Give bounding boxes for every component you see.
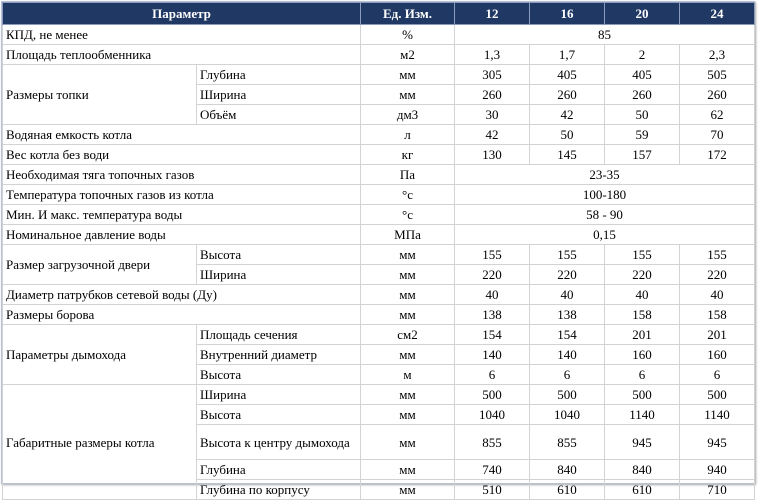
row-unit: мм: [361, 460, 455, 480]
cell-value: 855: [530, 425, 605, 460]
cell-value: 59: [605, 125, 680, 145]
row-label: Размеры борова: [3, 305, 361, 325]
table-row: [3, 325, 755, 345]
cell-value: 500: [680, 385, 755, 405]
cell-value: 6: [680, 365, 755, 385]
cell-value: 405: [605, 65, 680, 85]
row-label: Площадь теплообменника: [3, 45, 361, 65]
cell-value: 610: [530, 480, 605, 500]
row-label: Мин. И макс. температура воды: [3, 205, 361, 225]
row-unit: мм: [361, 345, 455, 365]
sub-label: Глубина: [197, 65, 361, 85]
cell-value: 940: [680, 460, 755, 480]
cell-value: 505: [680, 65, 755, 85]
cell-value: 201: [680, 325, 755, 345]
row-label: Температура топочных газов из котла: [3, 185, 361, 205]
cell-value: 1040: [455, 405, 530, 425]
row-unit: м2: [361, 45, 455, 65]
sub-label: Ширина: [197, 385, 361, 405]
cell-value: 42: [530, 105, 605, 125]
cell-value: 840: [530, 460, 605, 480]
table-row: [3, 45, 755, 65]
sub-label: Высота: [197, 245, 361, 265]
sub-label: Высота: [197, 365, 361, 385]
cell-value: 2: [605, 45, 680, 65]
sub-label: Ширина: [197, 85, 361, 105]
row-unit: %: [361, 25, 455, 45]
sub-label: Внутренний диаметр: [197, 345, 361, 365]
table-row: [3, 245, 755, 265]
cell-value: 155: [530, 245, 605, 265]
group-label: Размеры топки: [3, 65, 197, 125]
row-unit: мм: [361, 85, 455, 105]
cell-value: 201: [605, 325, 680, 345]
sub-label: Ширина: [197, 265, 361, 285]
header-param: Параметр: [3, 3, 361, 25]
row-label: КПД, не менее: [3, 25, 361, 45]
cell-value: 220: [455, 265, 530, 285]
cell-value: 140: [455, 345, 530, 365]
row-unit: мм: [361, 245, 455, 265]
header-row: [3, 3, 755, 25]
table-row: [3, 25, 755, 45]
cell-value: 158: [680, 305, 755, 325]
cell-value: 945: [680, 425, 755, 460]
table-row: [3, 145, 755, 165]
cell-value: 6: [530, 365, 605, 385]
row-unit: мм: [361, 305, 455, 325]
cell-value: 40: [455, 285, 530, 305]
cell-value: 157: [605, 145, 680, 165]
cell-value: 70: [680, 125, 755, 145]
cell-value: 6: [455, 365, 530, 385]
cell-value: 50: [530, 125, 605, 145]
row-value-span: 85: [455, 25, 755, 45]
cell-value: 154: [455, 325, 530, 345]
row-value-span: 58 - 90: [455, 205, 755, 225]
row-unit: °с: [361, 185, 455, 205]
row-unit: мм: [361, 405, 455, 425]
sub-label: Высота: [197, 405, 361, 425]
cell-value: 155: [605, 245, 680, 265]
cell-value: 260: [605, 85, 680, 105]
cell-value: 710: [680, 480, 755, 500]
cell-value: 260: [455, 85, 530, 105]
cell-value: 140: [530, 345, 605, 365]
cell-value: 500: [605, 385, 680, 405]
cell-value: 220: [605, 265, 680, 285]
sub-label: Высота к центру дымохода: [197, 425, 361, 460]
cell-value: 405: [530, 65, 605, 85]
cell-value: 1,7: [530, 45, 605, 65]
sub-label: Площадь сечения: [197, 325, 361, 345]
table-row: [3, 225, 755, 245]
cell-value: 130: [455, 145, 530, 165]
row-value-span: 100-180: [455, 185, 755, 205]
sub-label: Глубина по корпусу: [197, 480, 361, 500]
header-col-24: 24: [680, 3, 755, 25]
cell-value: 40: [605, 285, 680, 305]
cell-value: 158: [605, 305, 680, 325]
row-unit: дм3: [361, 105, 455, 125]
row-unit: мм: [361, 385, 455, 405]
cell-value: 260: [530, 85, 605, 105]
row-label: Необходимая тяга топочных газов: [3, 165, 361, 185]
cell-value: 740: [455, 460, 530, 480]
table-row: [3, 385, 755, 405]
row-label: Водяная емкость котла: [3, 125, 361, 145]
cell-value: 1,3: [455, 45, 530, 65]
cell-value: 145: [530, 145, 605, 165]
cell-value: 610: [605, 480, 680, 500]
row-unit: см2: [361, 325, 455, 345]
row-value-span: 0,15: [455, 225, 755, 245]
header-col-12: 12: [455, 3, 530, 25]
header-col-20: 20: [605, 3, 680, 25]
boiler-spec-table: [2, 2, 755, 500]
cell-value: 160: [605, 345, 680, 365]
cell-value: 40: [530, 285, 605, 305]
cell-value: 50: [605, 105, 680, 125]
cell-value: 840: [605, 460, 680, 480]
cell-value: 138: [455, 305, 530, 325]
row-unit: мм: [361, 285, 455, 305]
cell-value: 1140: [680, 405, 755, 425]
table-row: [3, 205, 755, 225]
row-value-span: 23-35: [455, 165, 755, 185]
sub-label: Объём: [197, 105, 361, 125]
row-label: Вес котла без води: [3, 145, 361, 165]
cell-value: 220: [680, 265, 755, 285]
cell-value: 220: [530, 265, 605, 285]
cell-value: 500: [530, 385, 605, 405]
header-unit: Ед. Изм.: [361, 3, 455, 25]
table-row: [3, 285, 755, 305]
row-unit: мм: [361, 425, 455, 460]
cell-value: 62: [680, 105, 755, 125]
cell-value: 305: [455, 65, 530, 85]
row-label: Номинальное давление воды: [3, 225, 361, 245]
row-unit: м: [361, 365, 455, 385]
cell-value: 155: [455, 245, 530, 265]
table-row: [3, 65, 755, 85]
row-label: Диаметр патрубков сетевой воды (Ду): [3, 285, 361, 305]
row-unit: мм: [361, 265, 455, 285]
group-label: Параметры дымохода: [3, 325, 197, 385]
group-label: Размер загрузочной двери: [3, 245, 197, 285]
cell-value: 945: [605, 425, 680, 460]
table-row: [3, 125, 755, 145]
cell-value: 1140: [605, 405, 680, 425]
row-unit: л: [361, 125, 455, 145]
cell-value: 260: [680, 85, 755, 105]
group-label: Габаритные размеры котла: [3, 385, 197, 500]
sub-label: Глубина: [197, 460, 361, 480]
cell-value: 160: [680, 345, 755, 365]
cell-value: 30: [455, 105, 530, 125]
table-row: [3, 305, 755, 325]
row-unit: кг: [361, 145, 455, 165]
table-row: [3, 165, 755, 185]
cell-value: 500: [455, 385, 530, 405]
cell-value: 155: [680, 245, 755, 265]
cell-value: 510: [455, 480, 530, 500]
spec-table-frame: [1, 1, 755, 497]
row-unit: мм: [361, 65, 455, 85]
row-unit: °с: [361, 205, 455, 225]
cell-value: 2,3: [680, 45, 755, 65]
cell-value: 42: [455, 125, 530, 145]
row-unit: Па: [361, 165, 455, 185]
cell-value: 154: [530, 325, 605, 345]
cell-value: 1040: [530, 405, 605, 425]
cell-value: 40: [680, 285, 755, 305]
cell-value: 138: [530, 305, 605, 325]
cell-value: 855: [455, 425, 530, 460]
table-row: [3, 185, 755, 205]
row-unit: мм: [361, 480, 455, 500]
cell-value: 172: [680, 145, 755, 165]
cell-value: 6: [605, 365, 680, 385]
header-col-16: 16: [530, 3, 605, 25]
row-unit: МПа: [361, 225, 455, 245]
